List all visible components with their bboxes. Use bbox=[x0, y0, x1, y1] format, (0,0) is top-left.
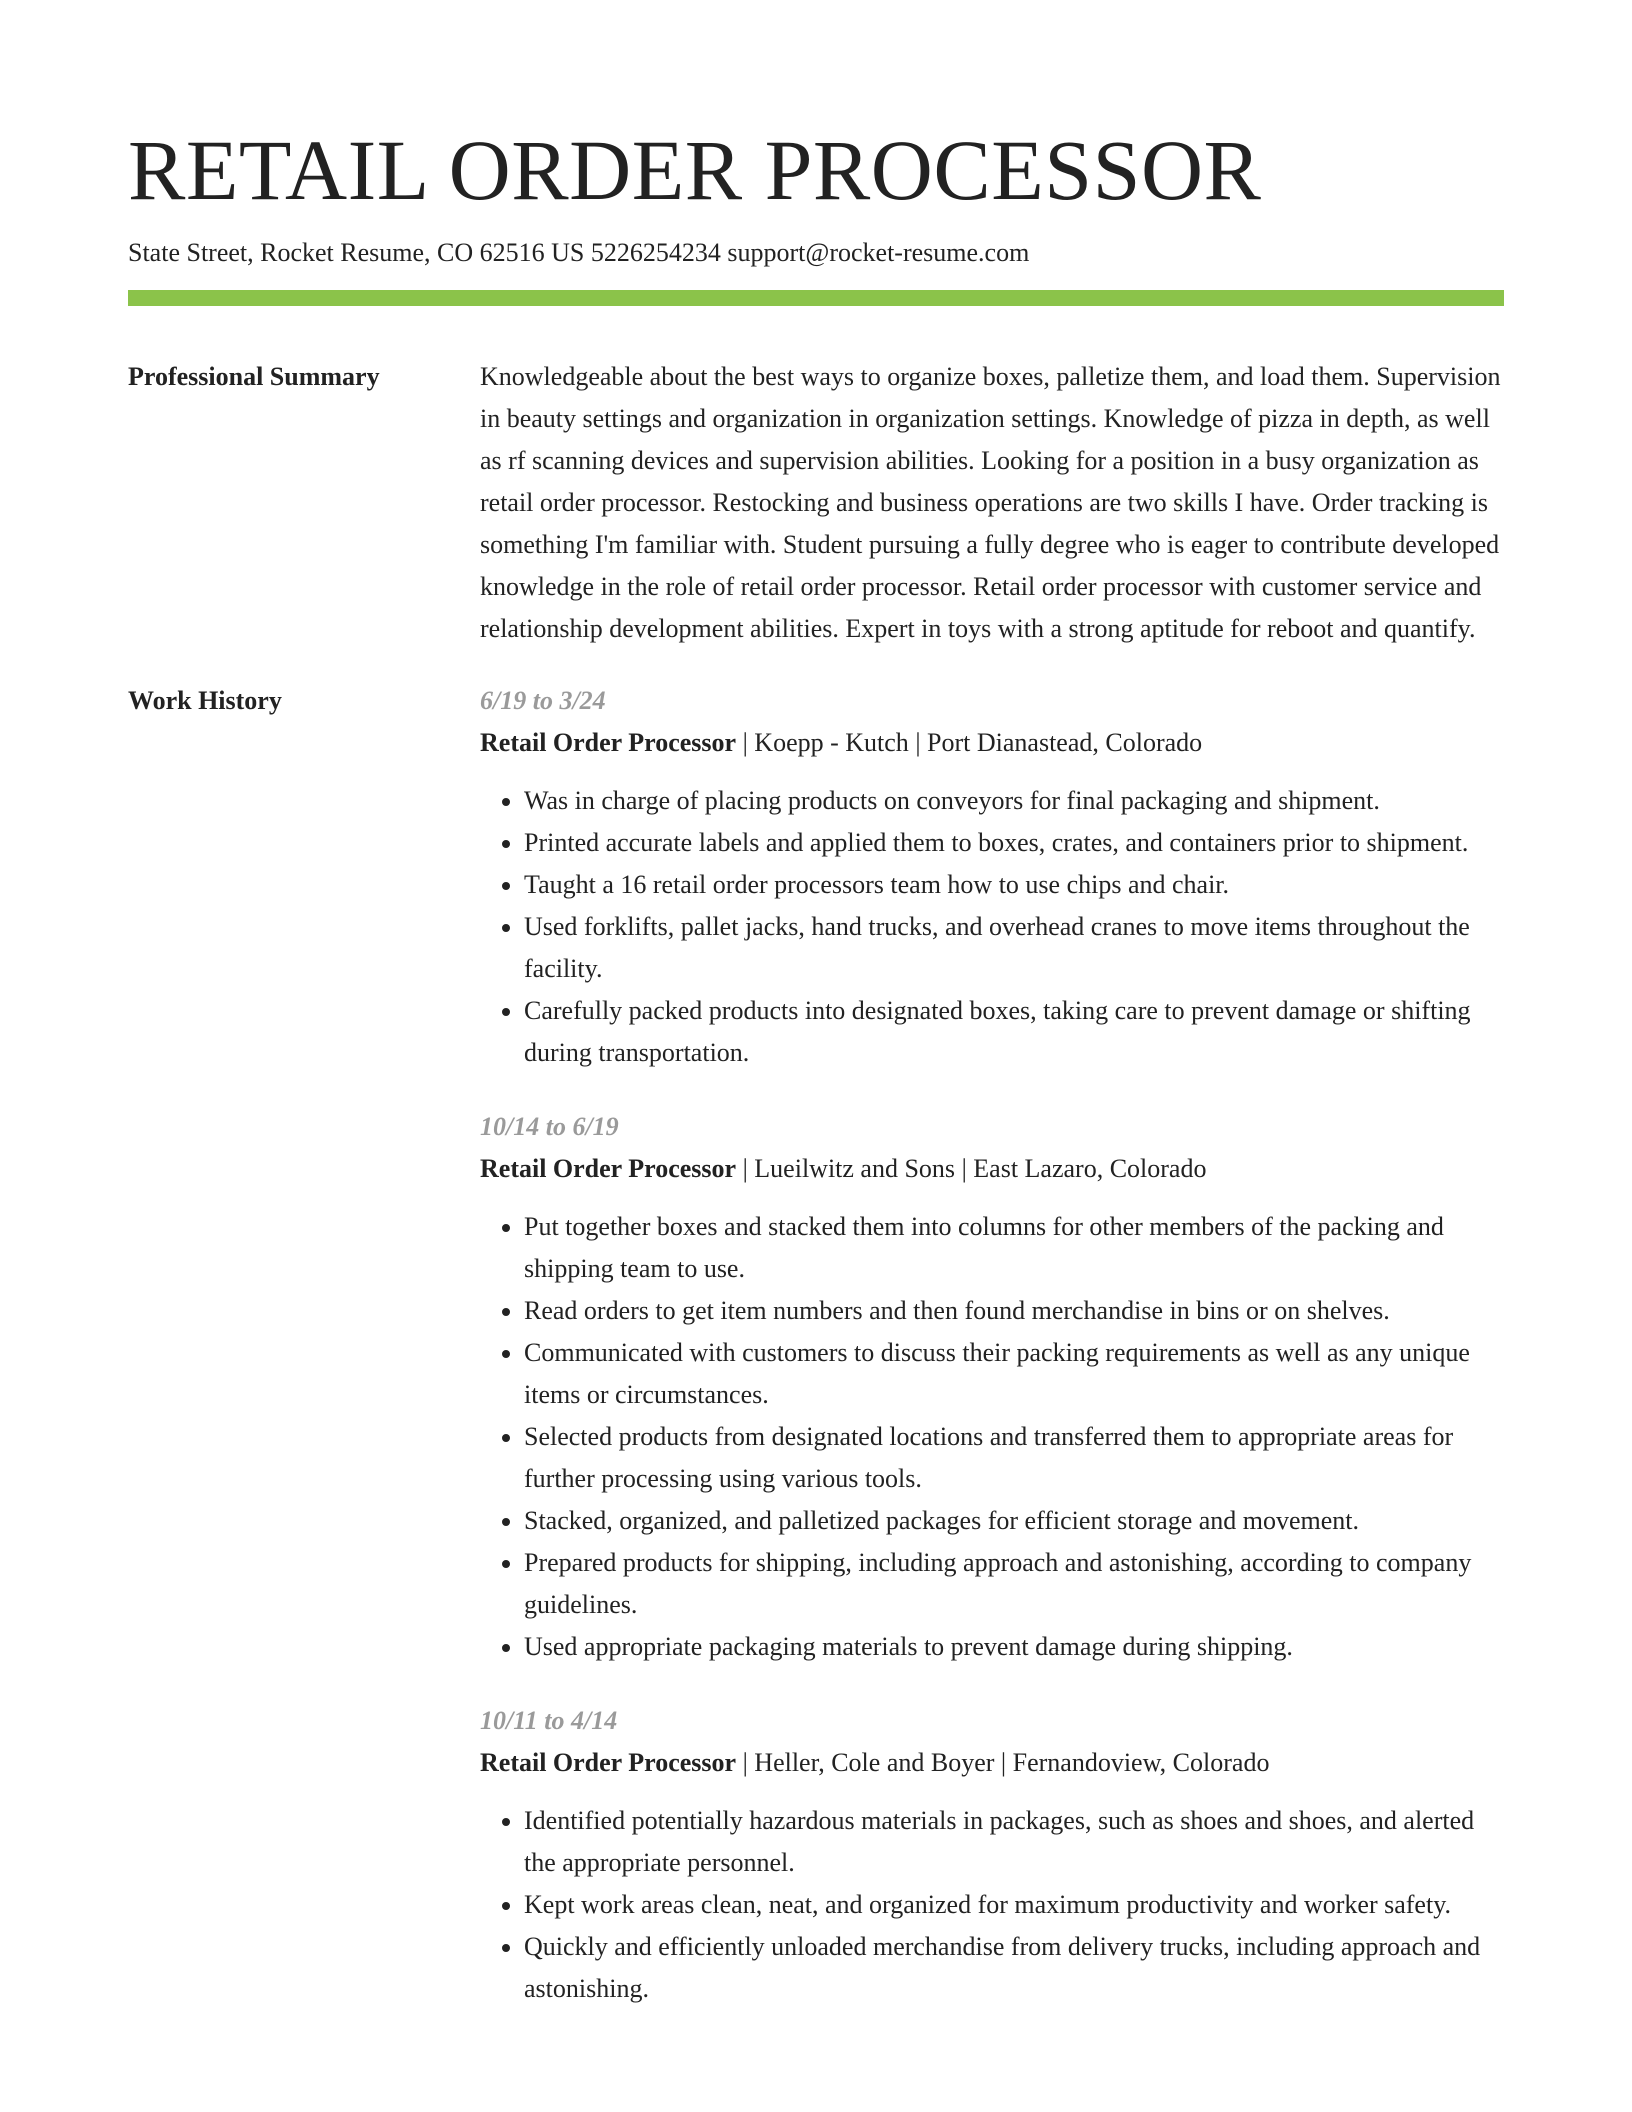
resume-page bbox=[128, 118, 1504, 2042]
job-bullet: • Carefully packed products into designated boxes, taking care to prevent damage or shifting during transportation. bbox=[524, 990, 1504, 1074]
job-bullets bbox=[480, 1800, 1504, 2010]
work-history-body bbox=[480, 680, 1504, 2042]
job-bullet: • Put together boxes and stacked them into columns for other members of the packing and shipping team to use. bbox=[524, 1206, 1504, 1290]
job-company: | Heller, Cole and Boyer bbox=[736, 1748, 994, 1777]
job-title: Retail Order Processor bbox=[480, 1748, 737, 1777]
job-title-line bbox=[480, 1148, 1504, 1190]
job-bullets bbox=[480, 780, 1504, 1074]
job-bullet: • Quickly and efficiently unloaded merchandise from delivery trucks, including approach and astonishing. bbox=[524, 1926, 1504, 2010]
job-bullet: • Used appropriate packaging materials to prevent damage during shipping. bbox=[524, 1626, 1504, 1668]
contact-line bbox=[128, 236, 1504, 270]
job-entry bbox=[480, 1700, 1504, 2010]
summary-body bbox=[480, 356, 1504, 650]
job-title-line bbox=[480, 1742, 1504, 1784]
summary-section bbox=[128, 356, 1504, 650]
job-bullet: • Was in charge of placing products on conveyors for final packaging and shipment. bbox=[524, 780, 1504, 822]
job-bullets bbox=[480, 1206, 1504, 1668]
job-bullet: • Prepared products for shipping, including approach and astonishing, according to company guidelines. bbox=[524, 1542, 1504, 1626]
job-bullet: • Stacked, organized, and palletized packages for efficient storage and movement. bbox=[524, 1500, 1504, 1542]
header-divider bbox=[128, 290, 1504, 306]
work-history-label: Work History bbox=[128, 686, 282, 715]
job-entry bbox=[480, 1106, 1504, 1668]
contact-email: support@rocket-resume.com bbox=[727, 238, 1030, 267]
job-title: Retail Order Processor bbox=[480, 728, 737, 757]
job-location: | Fernandoview, Colorado bbox=[994, 1748, 1269, 1777]
job-location: | East Lazaro, Colorado bbox=[955, 1154, 1206, 1183]
job-location: | Port Dianastead, Colorado bbox=[909, 728, 1202, 757]
job-bullet: • Printed accurate labels and applied them to boxes, crates, and containers prior to shipment. bbox=[524, 822, 1504, 864]
contact-phone: 5226254234 bbox=[590, 238, 721, 267]
resume-name: RETAIL ORDER PROCESSOR bbox=[128, 122, 1262, 218]
job-bullet: • Kept work areas clean, neat, and organized for maximum productivity and worker safety. bbox=[524, 1884, 1504, 1926]
job-bullet: • Communicated with customers to discuss their packing requirements as well as any unique items or circumstances. bbox=[524, 1332, 1504, 1416]
job-entry bbox=[480, 680, 1504, 1074]
job-bullet: • Identified potentially hazardous materials in packages, such as shoes and shoes, and alerted the appropriate personnel. bbox=[524, 1800, 1504, 1884]
job-dates: 10/14 to 6/19 bbox=[480, 1112, 619, 1141]
work-history-section bbox=[128, 680, 1504, 2042]
summary-label: Professional Summary bbox=[128, 362, 380, 391]
job-title-line bbox=[480, 722, 1504, 764]
job-company: | Koepp - Kutch bbox=[736, 728, 909, 757]
contact-address: State Street, Rocket Resume, CO 62516 US bbox=[128, 238, 585, 267]
job-company: | Lueilwitz and Sons bbox=[736, 1154, 955, 1183]
summary-text: Knowledgeable about the best ways to organize boxes, palletize them, and load them. Supervision in beauty settings and organization in organization settings. Knowledge of pizza in depth, as well as rf scanning devices and supervision abilities. Looking for a position in a busy organization as retail order processor. Restocking and business operations are two skills I have. Order tracking is something I'm familiar with. Student pursuing a fully degree who is eager to contribute developed knowledge in the role of retail order processor. Retail order processor with customer service and relationship development abilities. Expert in toys with a strong aptitude for reboot and quantify. bbox=[480, 362, 1501, 643]
job-dates: 6/19 to 3/24 bbox=[480, 686, 606, 715]
job-title: Retail Order Processor bbox=[480, 1154, 737, 1183]
job-bullet: • Taught a 16 retail order processors team how to use chips and chair. bbox=[524, 864, 1504, 906]
job-bullet: • Used forklifts, pallet jacks, hand trucks, and overhead cranes to move items throughout the facility. bbox=[524, 906, 1504, 990]
job-dates: 10/11 to 4/14 bbox=[480, 1706, 618, 1735]
job-bullet: • Read orders to get item numbers and then found merchandise in bins or on shelves. bbox=[524, 1290, 1504, 1332]
job-bullet: • Selected products from designated locations and transferred them to appropriate areas for further processing using various tools. bbox=[524, 1416, 1504, 1500]
